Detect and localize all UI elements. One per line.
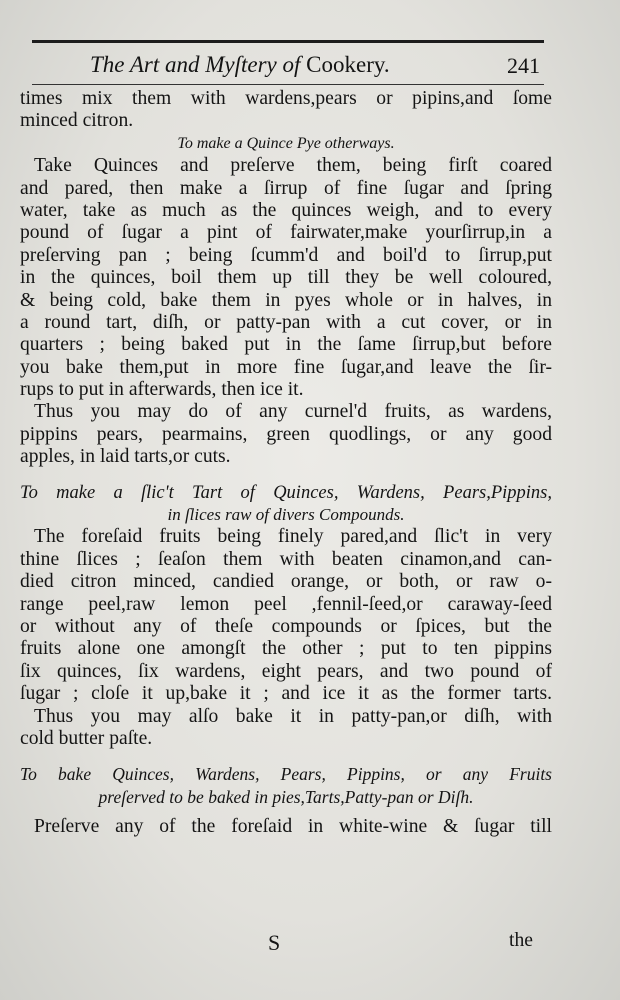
- text-line: Preſerve any of the foreſaid in white-wine & ſugar till: [34, 816, 552, 838]
- running-title-roman: Cookery.: [306, 52, 390, 77]
- text-line: thine ſlices ; ſeaſon them with beaten cinamon,and can-: [20, 548, 552, 570]
- text-line: a round tart, diſh, or patty-pan with a cut cover, or in: [20, 311, 552, 333]
- catchword: the: [509, 930, 533, 951]
- recipe-heading: To make a Quince Pye otherways.: [177, 134, 395, 152]
- text-line: water, take as much as the quinces weigh, and to every: [20, 199, 552, 221]
- text-line: in the quinces, boil them up till they be well coloured,: [20, 267, 552, 289]
- text-line: & being cold, bake them in pyes whole or in halves, in: [20, 289, 552, 311]
- recipe-heading-continued: in ſlices raw of divers Compounds.: [167, 505, 405, 525]
- page-text: [20, 88, 552, 839]
- text-line: preſerving pan ; being ſcumm'd and boil'd to ſirrup,put: [20, 244, 552, 266]
- text-line: cold butter paſte.: [20, 727, 153, 749]
- text-line: rups to put in afterwards, then ice it.: [20, 379, 304, 401]
- text-line: pippins pears, pearmains, green quodlings, or any good: [20, 423, 552, 445]
- running-title-italic: The Art and Myſtery of: [90, 52, 301, 77]
- text-line: range peel,raw lemon peel ,fennil-ſeed,or caraway-ſeed: [20, 593, 552, 615]
- text-line: fruits alone one amongſt the other ; put to ten pippins: [20, 638, 552, 660]
- text-line: and pared, then make a ſirrup of fine ſugar and ſpring: [20, 177, 552, 199]
- text-line: times mix them with wardens,pears or pipins,and ſome: [20, 88, 552, 109]
- page-number: 241: [507, 53, 540, 78]
- text-line: apples, in laid tarts,or cuts.: [20, 446, 231, 468]
- text-line: Take Quinces and preſerve them, being firſt coared: [34, 155, 552, 177]
- text-line: quarters ; being baked put in the ſame ſirrup,but before: [20, 334, 552, 356]
- text-line: Thus you may do of any curnel'd fruits, as wardens,: [34, 401, 552, 423]
- top-rule: [32, 40, 544, 43]
- signature-mark: S: [268, 930, 281, 955]
- text-line: you bake them,put in more fine ſugar,and leave the ſir-: [20, 356, 552, 378]
- recipe-heading: To make a ſlic't Tart of Quinces, Wardens, Pears,Pippins,: [20, 482, 552, 503]
- text-line: The foreſaid fruits being finely pared,and ſlic't in very: [34, 526, 552, 548]
- text-line: pound of ſugar a pint of fairwater,make yourſirrup,in a: [20, 222, 552, 244]
- text-line: ſix quinces, ſix wardens, eight pears, and two pound of: [20, 660, 552, 682]
- text-line: minced citron.: [20, 110, 134, 132]
- text-line: ſugar ; cloſe it up,bake it ; and ice it as the former tarts.: [20, 683, 552, 705]
- running-header: [32, 48, 544, 82]
- recipe-heading-continued: preſerved to be baked in pies,Tarts,Patty-pan or Diſh.: [98, 786, 474, 807]
- text-line: Thus you may alſo bake it in patty-pan,or diſh, with: [34, 705, 552, 727]
- text-line: or without any of theſe compounds or ſpices, but the: [20, 615, 552, 637]
- running-title: [90, 52, 390, 78]
- header-rule: [32, 84, 544, 85]
- recipe-heading: To bake Quinces, Wardens, Pears, Pippins, or any Fruits: [20, 764, 552, 785]
- text-line: died citron minced, candied orange, or both, or raw o-: [20, 571, 552, 593]
